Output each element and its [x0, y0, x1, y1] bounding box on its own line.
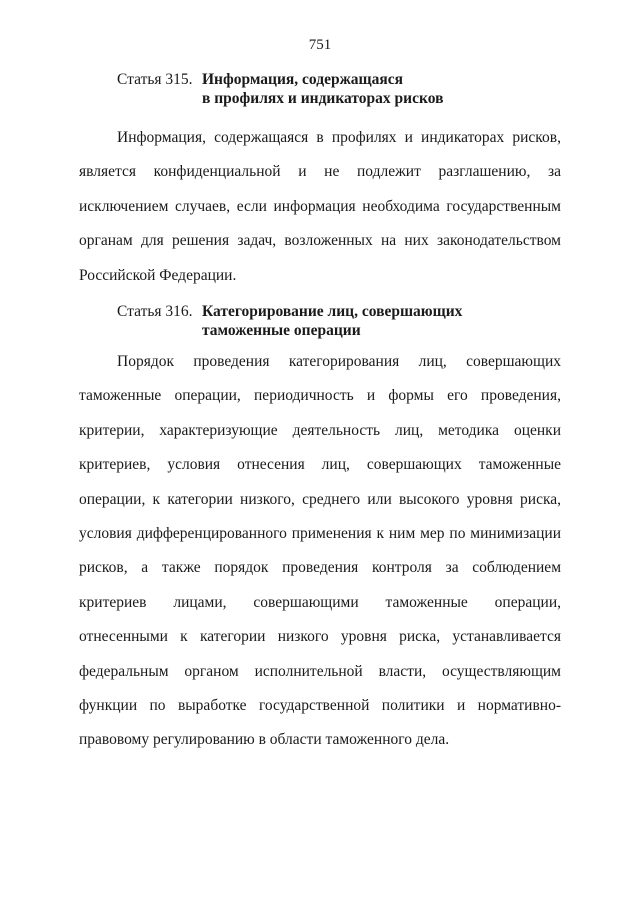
page-number: 751 [308, 37, 332, 53]
article-315-title-line1: Информация, содержащаяся [202, 71, 404, 88]
article-315-label: Статья 315. [117, 71, 193, 88]
article-316-title [202, 302, 532, 340]
article-316-label: Статья 316. [117, 303, 193, 320]
article-316-heading [117, 302, 532, 340]
article-315-title [202, 70, 532, 108]
article-315-heading [117, 70, 532, 108]
article-315-body: Информация, содержащаяся в профилях и индикаторах рисков, является конфиденциальной и не подлежит разглашению, за исключением случаев, если информация необходима государственным органам для решения задач, возложенных на них законодательством Российской Федерации. [79, 129, 561, 284]
article-316-title-line1: Категорирование лиц, совершающих [202, 303, 463, 320]
article-316-body: Порядок проведения категорирования лиц, совершающих таможенные операции, периодичность и формы его проведения, критерии, характеризующие деятельность лиц, методика оценки критериев, условия отнесения лиц, совершающих таможенные операции, к категории низкого, среднего или высокого уровня риска, условия дифференцированного применения к ним мер по минимизации рисков, а также порядок проведения контроля за соблюдением критериев лицами, совершающими таможенные операции, отнесенными к категории низкого уровня риска, устанавливается федеральным органом исполнительной власти, осуществляющим функции по выработке государственной политики и нормативно-правовому регулированию в области таможенного дела. [79, 353, 561, 749]
article-316-title-line2: таможенные операции [202, 322, 361, 339]
article-315-title-line2: в профилях и индикаторах рисков [202, 90, 444, 107]
